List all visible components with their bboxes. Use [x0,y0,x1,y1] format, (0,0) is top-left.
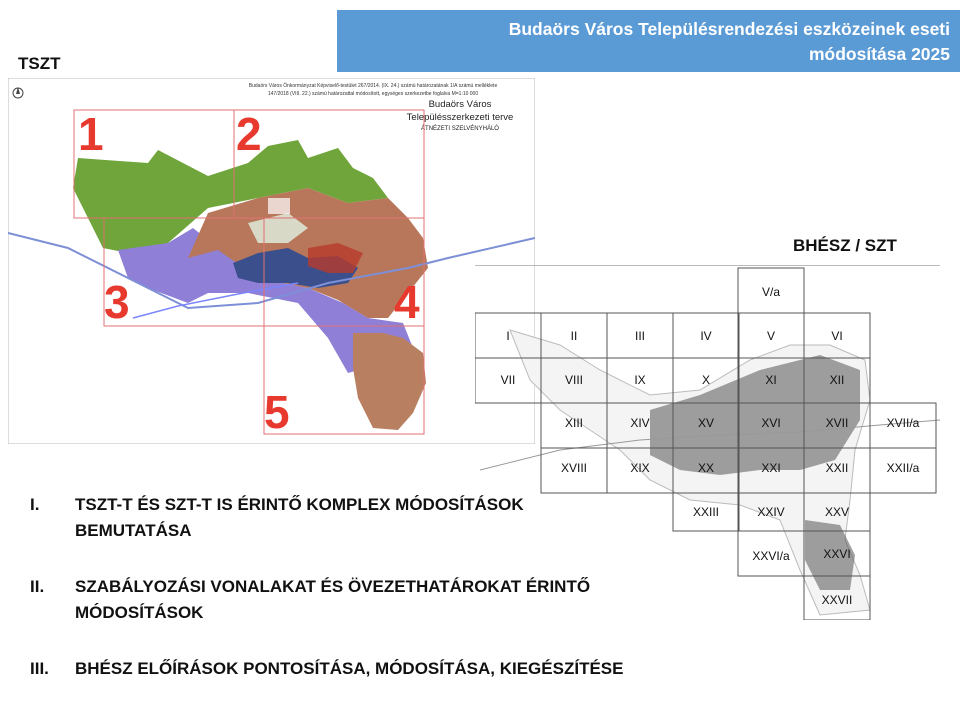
bhesz-szt-label: BHÉSZ / SZT [793,236,897,255]
grid-label-xx: XX [697,461,715,475]
grid-label-xxvia: XXVI/a [752,549,790,563]
grid-label-xviia: XVII/a [886,416,920,430]
open-area [268,198,290,214]
grid-label-xxii: XXII [825,461,849,475]
list-item-text: BHÉSZ ELŐÍRÁSOK PONTOSÍTÁSA, MÓDOSÍTÁSA, KIEGÉSZÍTÉSE [75,659,624,678]
grid-label-xxvi: XXVI [823,547,851,561]
grid-label-xv: XV [697,416,715,430]
tszt-label: TSZT [18,54,61,73]
title-banner [337,10,960,72]
sheet-number-3: 3 [104,276,130,328]
list-item-number: I. [30,495,40,514]
sheet-number-5: 5 [264,386,290,438]
grid-label-xvi: XVI [761,416,781,430]
list-item-number: III. [30,659,49,678]
list-item-number: II. [30,577,45,596]
grid-label-xxiv: XXIV [757,505,785,519]
sheet-number-1: 1 [78,108,104,160]
list-item [30,656,730,682]
grid-label-xix: XIX [630,461,650,475]
grid-label-vii: VII [500,373,516,387]
list-item-text: TSZT-T ÉS SZT-T IS ÉRINTŐ KOMPLEX MÓDOSÍTÁSOK [75,495,524,514]
grid-label-xxvii: XXVII [821,593,853,607]
grid-label-ix: IX [634,373,646,387]
grid-label-xxv: XXV [824,505,850,519]
list-item-text-cont: BEMUTATÁSA [75,521,192,540]
grid-label-xxiii: XXIII [692,505,720,519]
grid-label-xiv: XIV [630,416,650,430]
title-line-1: Budaörs Város Településrendezési eszközeinek eseti [508,19,950,39]
grid-label-iv: IV [700,329,712,343]
grid-label-xii: XII [829,373,845,387]
title-line-2: módosítása 2025 [808,44,950,64]
map-subtitle: ÁTNÉZETI SZELVÉNYHÁLÓ [421,126,499,132]
map-title-1: Budaörs Város [428,99,492,110]
list-item-text-cont: MÓDOSÍTÁSOK [75,603,204,622]
grid-label-vi: VI [831,329,843,343]
grid-label-iii: III [634,329,646,343]
sheet-number-4: 4 [394,276,420,328]
grid-label-xviii: XVIII [560,461,588,475]
grid-label-v: V [766,329,776,343]
dense-area [650,355,860,475]
sheet-number-2: 2 [236,108,262,160]
tszt-overview-map [8,78,535,444]
grid-label-va: V/a [761,285,781,299]
grid-label-ii: II [570,329,578,343]
grid-label-xiii: XIII [564,416,584,430]
list-item-text: SZABÁLYOZÁSI VONALAKAT ÉS ÖVEZETHATÁROKAT ÉRINTŐ [75,577,591,596]
list-item [30,492,730,544]
map-header-small-2: 147/2018 (VIII. 22.) számú határozattal módosított, egységes szerkezetbe foglalva M=1:10 000 [267,91,479,97]
grid-label-xvii: XVII [825,416,849,430]
map-title-2: Településszerkezeti terve [406,112,514,123]
grid-label-x: X [701,373,711,387]
grid-label-xi: XI [765,373,777,387]
list-item [30,574,730,626]
map-header-small-1: Budaörs Város Önkormányzat Képviselő-testület 267/2014. (IX. 24.) számú határozatának 1/A számú melléklete [248,83,498,89]
grid-label-xxiia: XXII/a [886,461,920,475]
grid-label-xxi: XXI [761,461,781,475]
topic-list [30,492,730,682]
grid-label-i: I [506,329,510,343]
grid-label-viii: VIII [564,373,584,387]
